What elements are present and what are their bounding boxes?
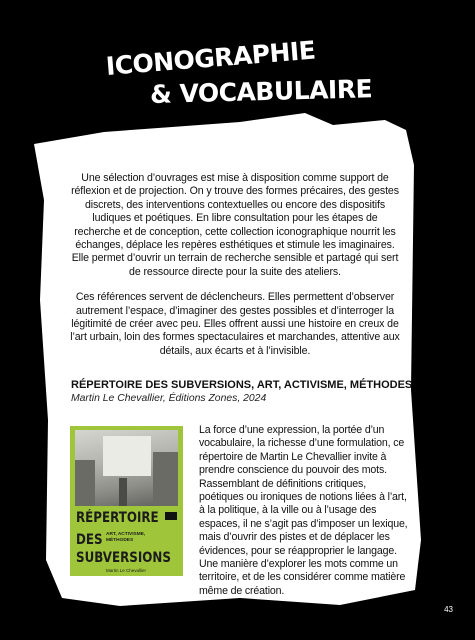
cover-subtitle-line-1: ART, ACTIVISME,	[106, 532, 146, 537]
intro-paragraph-2: Ces références servent de déclencheurs. Elles permettent d’observer autrement l’espace, d’imaginer des gestes possibles et d’interroger la légitimité de créer avec peu. Elles offrent aussi une histoire en creux de l’art urbain, loin des formes spectaculaires et marchandes, attentive aux détails, aux écarts et à l’invisible.	[70, 291, 400, 357]
cover-subtitle-line-2: MÉTHODES	[106, 538, 134, 543]
book-description: La force d’une expression, la portée d’un vocabulaire, la richesse d’une formulation, ce répertoire de Martin Le Chevallier invite à prendre conscience du pouvoir des mots. Rassemblant de définitions critiques, poétiques ou ironiques de notions liées à l’art, à la politique, à la ville ou à l’usage des espaces, il ne s’agit pas d’imposer un lexique, mais d’ouvrir des pistes et de déplacer les évidences, pour se réapproprier le langage. Une manière d’explorer les mots comme un territoire, et de les considérer comme matière même de création.	[199, 424, 408, 597]
cover-title-line-2: DES	[76, 532, 103, 548]
cover-title-line-1: RÉPERTOIRE	[76, 510, 159, 526]
cover-author: Martin Le Chevallier	[106, 568, 147, 573]
book-author-publisher: Martin Le Chevallier, Éditions Zones, 2024	[71, 393, 267, 404]
publisher-logo-icon	[165, 512, 177, 520]
book-title: RÉPERTOIRE DES SUBVERSIONS, ART, ACTIVISME, MÉTHODES	[71, 379, 413, 391]
cover-title-line-3: SUBVERSIONS	[76, 550, 171, 566]
page-title-line-1: ICONOGRAPHIE	[104, 35, 317, 81]
cover-subtitle	[106, 532, 145, 544]
cover-photo	[75, 430, 178, 506]
page-number: 43	[444, 605, 453, 614]
page-title-line-2: & VOCABULAIRE	[149, 74, 373, 109]
book-cover-image	[70, 426, 183, 576]
intro-paragraph-1: Une sélection d’ouvrages est mise à disposition comme support de réflexion et de projection. On y trouve des formes précaires, des gestes discrets, des interventions contextuelles ou encore des dispositifs ludiques et poétiques. En libre consultation pour les étapes de recherche et de conception, cette collection iconographique nourrit les échanges, déplace les repères esthétiques et stimule les imaginaires. Elle permet d’ouvrir un terrain de recherche sensible et partagé qui sert de ressource directe pour la suite des ateliers.	[71, 172, 399, 278]
intro-text	[70, 172, 400, 370]
